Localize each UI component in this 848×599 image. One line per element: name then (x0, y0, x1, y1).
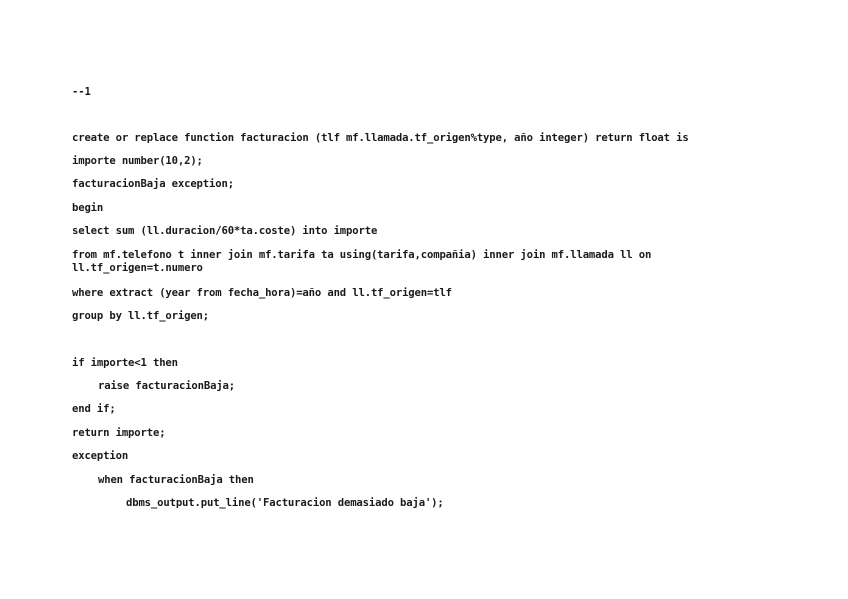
code-line-from: from mf.telefono t inner join mf.tarifa ta using(tarifa,compañia) inner join mf.llamada ll on ll.tf_origen=t.numero (72, 249, 658, 274)
code-line-when: when facturacionBaja then (98, 474, 254, 486)
code-line-dbms-output: dbms_output.put_line('Facturacion demasiado baja'); (126, 497, 444, 509)
code-line-declare-importe: importe number(10,2); (72, 155, 203, 167)
code-line-comment: --1 (72, 86, 91, 98)
code-line-raise: raise facturacionBaja; (98, 380, 236, 392)
code-line-end-if: end if; (72, 403, 116, 415)
code-line-function-header: create or replace function facturacion (tlf mf.llamada.tf_origen%type, año integer) return float is (72, 132, 689, 144)
code-line-where: where extract (year from fecha_hora)=año and ll.tf_origen=tlf (72, 287, 452, 299)
code-line-select: select sum (ll.duracion/60*ta.coste) into importe (72, 225, 378, 237)
code-line-begin: begin (72, 202, 104, 214)
code-line-return: return importe; (72, 427, 166, 439)
code-line-if: if importe<1 then (72, 357, 178, 369)
code-line-group-by: group by ll.tf_origen; (72, 310, 210, 322)
code-line-declare-exception: facturacionBaja exception; (72, 178, 234, 190)
code-line-exception: exception (72, 450, 129, 462)
